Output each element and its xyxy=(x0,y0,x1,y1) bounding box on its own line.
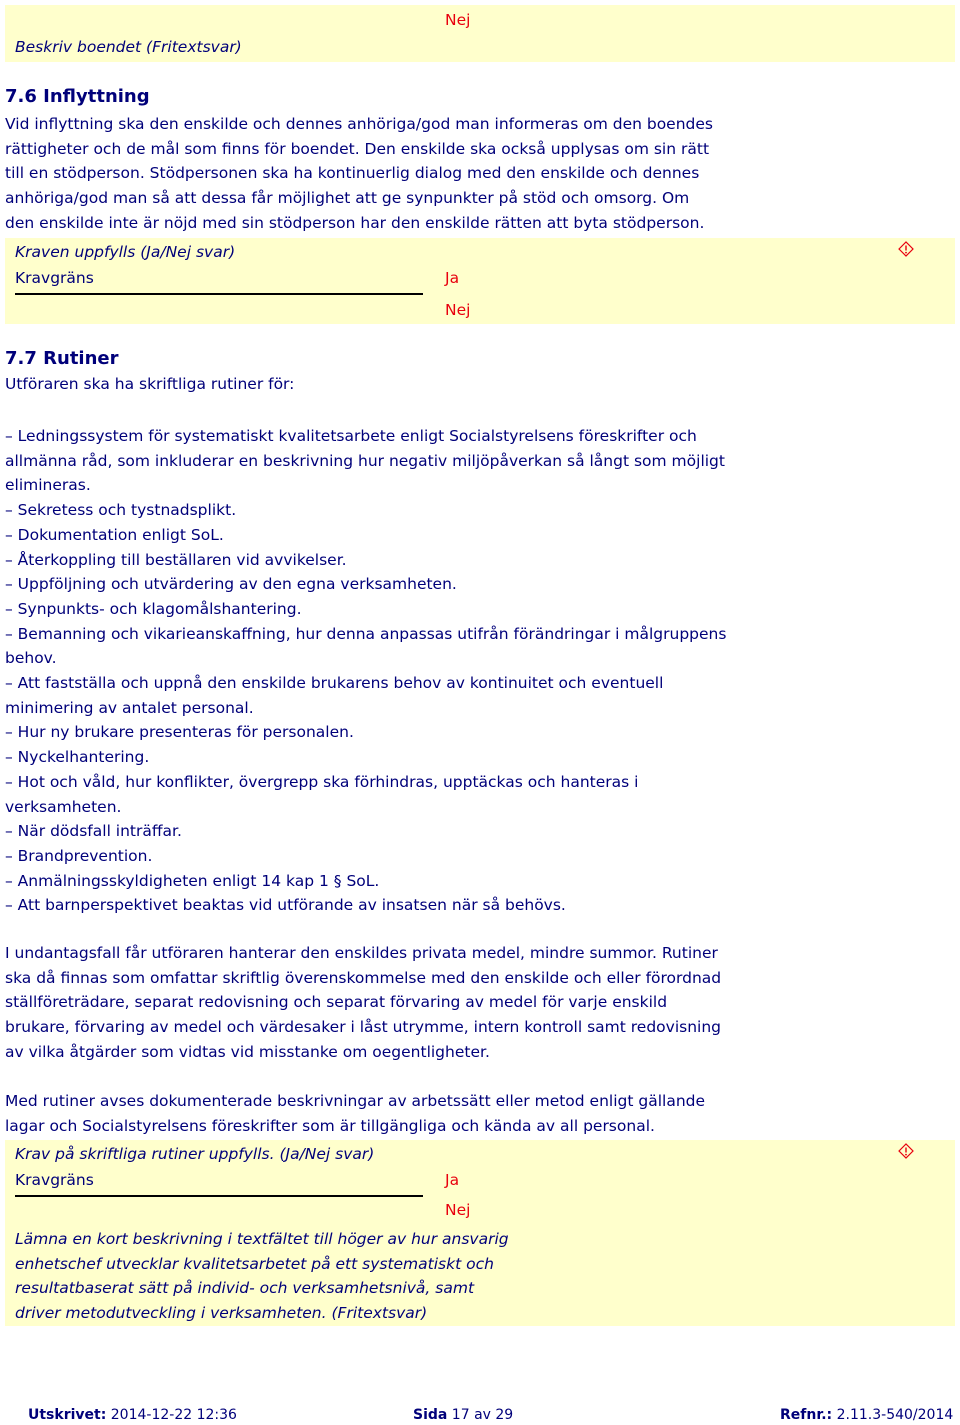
text-line: Vid inflyttning ska den enskilde och dennes anhöriga/god man informeras om den boendes xyxy=(5,115,713,133)
question-label: Kraven uppfylls (Ja/Nej svar) xyxy=(15,243,236,261)
ref-value: 2.11.3-540/2014 xyxy=(832,1407,954,1423)
text-line: brukare, förvaring av medel och värdesaker i låst utrymme, intern kontroll samt redovisning xyxy=(5,1018,722,1037)
kravgrans-line xyxy=(15,293,423,295)
text-line: den enskilde inte är nöjd med sin stödperson har den enskilde rätten att byta stödperson. xyxy=(5,213,705,232)
text-line: av vilka åtgärder som vidtas vid misstanke om oegentligheter. xyxy=(5,1042,490,1061)
text-line: ska då finnas som omfattar skriftlig överenskommelse med den enskilde och eller förordnad xyxy=(5,968,722,987)
page-value: 17 av 29 xyxy=(447,1407,514,1423)
free-text-label: Beskriv boendet (Fritextsvar) xyxy=(15,38,242,56)
section-intro: Utföraren ska ha skriftliga rutiner för: xyxy=(5,375,295,393)
answer-yes[interactable]: Ja xyxy=(445,1171,460,1189)
answer-yes[interactable]: Ja xyxy=(445,269,460,287)
list-item: allmänna råd, som inkluderar en beskrivning hur negativ miljöpåverkan så långt som möjligt xyxy=(5,451,725,470)
kravgrans-line xyxy=(15,1195,423,1197)
answer-no[interactable]: Nej xyxy=(445,301,471,319)
text-line: resultatbaserat sätt på individ- och verksamhetsnivå, samt xyxy=(15,1279,475,1298)
list-item: – Dokumentation enligt SoL. xyxy=(5,525,224,544)
free-text-label xyxy=(15,1227,509,1326)
list-item: elimineras. xyxy=(5,476,91,495)
list-item: – Uppföljning och utvärdering av den egna verksamheten. xyxy=(5,575,457,594)
list-item: – Att fastställa och uppnå den enskilde brukarens behov av kontinuitet och eventuell xyxy=(5,674,664,693)
list-item: – Ledningssystem för systematiskt kvalitetsarbete enligt Socialstyrelsens föreskrifter och xyxy=(5,427,697,445)
printed-label: Utskrivet: xyxy=(28,1407,107,1423)
warning-icon xyxy=(898,1143,914,1159)
list-item: – När dödsfall inträffar. xyxy=(5,822,182,841)
text-line: Med rutiner avses dokumenterade beskrivningar av arbetssätt eller metod enligt gällande xyxy=(5,1092,706,1110)
text-line: rättigheter och de mål som finns för boendet. Den enskilde ska också upplysas om sin rätt xyxy=(5,139,710,158)
list-item: – Att barnperspektivet beaktas vid utförande av insatsen när så behövs. xyxy=(5,896,566,915)
ref-label: Refnr.: xyxy=(780,1407,833,1423)
list-item: – Bemanning och vikarieanskaffning, hur denna anpassas utifrån förändringar i målgruppens xyxy=(5,624,727,643)
answer-box-top xyxy=(5,5,955,62)
text-line: lagar och Socialstyrelsens föreskrifter som är tillgängliga och kända av all personal. xyxy=(5,1116,655,1135)
text-line: enhetschef utvecklar kvalitetsarbetet på ett systematiskt och xyxy=(15,1254,494,1273)
answer-box-77 xyxy=(5,1140,955,1326)
kravgrans-label: Kravgräns xyxy=(15,1171,94,1189)
paragraph-routines-definition xyxy=(5,1089,945,1138)
list-item: – Nyckelhantering. xyxy=(5,748,150,767)
kravgrans-label: Kravgräns xyxy=(15,269,94,287)
text-line: Lämna en kort beskrivning i textfältet till höger av hur ansvarig xyxy=(15,1230,509,1248)
text-line: ställföreträdare, separat redovisning och separat förvaring av medel för varje enskild xyxy=(5,993,668,1012)
list-item: – Synpunkts- och klagomålshantering. xyxy=(5,599,302,618)
list-item: – Hot och våld, hur konflikter, övergrepp ska förhindras, upptäckas och hanteras i xyxy=(5,772,639,791)
list-item: minimering av antalet personal. xyxy=(5,698,254,717)
list-item: verksamheten. xyxy=(5,797,122,816)
section-body xyxy=(5,112,945,236)
footer-printed xyxy=(28,1407,237,1423)
page-label: Sida xyxy=(413,1407,448,1423)
list-item: – Återkoppling till beställaren vid avvikelser. xyxy=(5,550,347,569)
footer-ref xyxy=(780,1407,953,1423)
question-label: Krav på skriftliga rutiner uppfylls. (Ja/Nej svar) xyxy=(15,1145,375,1163)
text-line: till en stödperson. Stödpersonen ska ha kontinuerlig dialog med den enskilde och dennes xyxy=(5,164,700,183)
list-item: behov. xyxy=(5,649,57,668)
answer-no[interactable]: Nej xyxy=(445,11,471,29)
section-heading: 7.7 Rutiner xyxy=(5,348,119,369)
text-line: driver metodutveckling i verksamheten. (Fritextsvar) xyxy=(15,1304,428,1323)
section-heading: 7.6 Inflyttning xyxy=(5,86,150,107)
list-item: – Brandprevention. xyxy=(5,846,153,865)
text-line: anhöriga/god man så att dessa får möjlighet att ge synpunkter på stöd och omsorg. Om xyxy=(5,189,690,208)
answer-no[interactable]: Nej xyxy=(445,1201,471,1219)
paragraph-private-funds xyxy=(5,941,945,1065)
text-line: I undantagsfall får utföraren hanterar den enskildes privata medel, mindre summor. Rutiner xyxy=(5,944,718,962)
list-item: – Hur ny brukare presenteras för personalen. xyxy=(5,723,354,742)
warning-icon xyxy=(898,241,914,257)
answer-box-76 xyxy=(5,238,955,324)
list-item: – Anmälningsskyldigheten enligt 14 kap 1 § SoL. xyxy=(5,871,380,890)
footer-page xyxy=(413,1407,513,1423)
printed-value: 2014-12-22 12:36 xyxy=(106,1407,237,1423)
routine-list xyxy=(5,424,945,918)
list-item: – Sekretess och tystnadsplikt. xyxy=(5,501,237,520)
